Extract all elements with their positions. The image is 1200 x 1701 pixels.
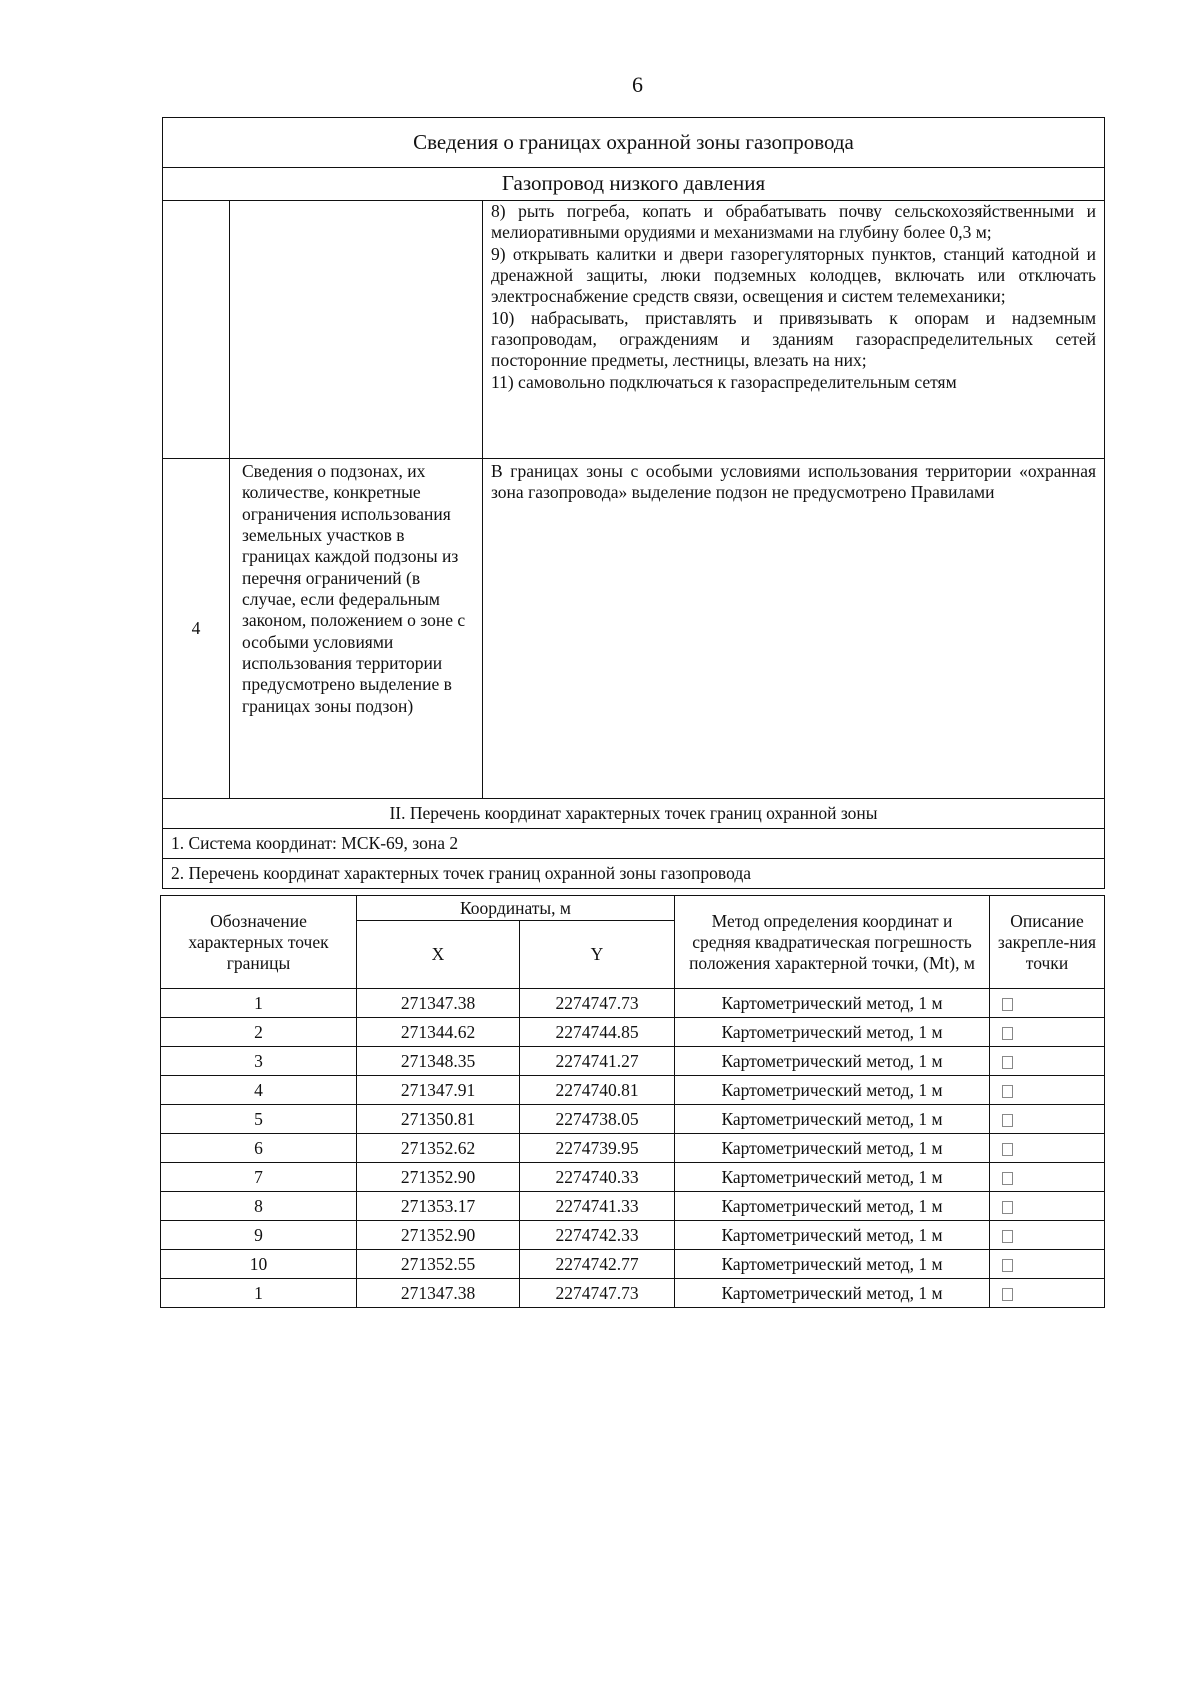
empty-box-icon bbox=[1002, 1027, 1013, 1040]
description-cell bbox=[990, 1163, 1105, 1192]
coordinates-list-title: 2. Перечень координат характерных точек границ охранной зоны газопровода bbox=[163, 859, 1105, 889]
table-row bbox=[161, 989, 1105, 1018]
restriction-item: 8) рыть погреба, копать и обрабатывать почву сельскохозяйственными и мелиоративными орудиями и механизмами на глубину более 0,3 м; bbox=[491, 201, 1097, 243]
restriction-item: 11) самовольно подключаться к газораспределительным сетям bbox=[491, 371, 957, 392]
y-cell: 2274741.33 bbox=[520, 1192, 675, 1221]
y-cell: 2274740.81 bbox=[520, 1076, 675, 1105]
header-description: Описание закрепле-ния точки bbox=[990, 896, 1105, 989]
point-cell: 6 bbox=[161, 1134, 357, 1163]
point-cell: 9 bbox=[161, 1221, 357, 1250]
x-cell: 271347.38 bbox=[357, 1279, 520, 1308]
empty-box-icon bbox=[1002, 998, 1013, 1011]
empty-box-icon bbox=[1002, 1114, 1013, 1127]
x-cell: 271353.17 bbox=[357, 1192, 520, 1221]
description-cell bbox=[990, 1279, 1105, 1308]
description-cell bbox=[990, 1221, 1105, 1250]
coordinate-system: 1. Система координат: МСК-69, зона 2 bbox=[163, 829, 1105, 859]
x-cell: 271348.35 bbox=[357, 1047, 520, 1076]
description-cell bbox=[990, 989, 1105, 1018]
point-cell: 10 bbox=[161, 1250, 357, 1279]
method-cell: Картометрический метод, 1 м bbox=[675, 1105, 990, 1134]
table-row bbox=[161, 1018, 1105, 1047]
x-cell: 271352.90 bbox=[357, 1221, 520, 1250]
table-subtitle: Газопровод низкого давления bbox=[163, 168, 1105, 201]
y-cell: 2274738.05 bbox=[520, 1105, 675, 1134]
empty-box-icon bbox=[1002, 1201, 1013, 1214]
table-row bbox=[161, 1279, 1105, 1308]
y-cell: 2274741.27 bbox=[520, 1047, 675, 1076]
description-cell bbox=[990, 1105, 1105, 1134]
method-cell: Картометрический метод, 1 м bbox=[675, 989, 990, 1018]
table-row bbox=[161, 1192, 1105, 1221]
x-cell: 271352.55 bbox=[357, 1250, 520, 1279]
header-coords: Координаты, м bbox=[357, 896, 675, 921]
x-cell: 271347.91 bbox=[357, 1076, 520, 1105]
point-cell: 1 bbox=[161, 989, 357, 1018]
method-cell: Картометрический метод, 1 м bbox=[675, 1221, 990, 1250]
method-cell: Картометрический метод, 1 м bbox=[675, 1250, 990, 1279]
header-y: Y bbox=[520, 921, 675, 989]
description-cell bbox=[990, 1018, 1105, 1047]
table-row bbox=[161, 1076, 1105, 1105]
header-method: Метод определения координат и средняя квадратическая погрешность положения характерной точки, (Mt), м bbox=[675, 896, 990, 989]
point-cell: 8 bbox=[161, 1192, 357, 1221]
restrictions-list bbox=[483, 201, 1105, 459]
y-cell: 2274747.73 bbox=[520, 1279, 675, 1308]
coordinates-table bbox=[160, 895, 1105, 1308]
empty-box-icon bbox=[1002, 1085, 1013, 1098]
header-x: X bbox=[357, 921, 520, 989]
x-cell: 271347.38 bbox=[357, 989, 520, 1018]
table-title: Сведения о границах охранной зоны газопровода bbox=[163, 118, 1105, 168]
description-cell bbox=[990, 1134, 1105, 1163]
page-number: 6 bbox=[632, 72, 643, 97]
table-row bbox=[161, 1163, 1105, 1192]
description-cell bbox=[990, 1047, 1105, 1076]
y-cell: 2274742.77 bbox=[520, 1250, 675, 1279]
empty-box-icon bbox=[1002, 1056, 1013, 1069]
x-cell: 271350.81 bbox=[357, 1105, 520, 1134]
empty-box-icon bbox=[1002, 1259, 1013, 1272]
y-cell: 2274742.33 bbox=[520, 1221, 675, 1250]
y-cell: 2274739.95 bbox=[520, 1134, 675, 1163]
method-cell: Картометрический метод, 1 м bbox=[675, 1047, 990, 1076]
x-cell: 271352.62 bbox=[357, 1134, 520, 1163]
method-cell: Картометрический метод, 1 м bbox=[675, 1163, 990, 1192]
empty-box-icon bbox=[1002, 1288, 1013, 1301]
header-point: Обозначение характерных точек границы bbox=[161, 896, 357, 989]
x-cell: 271352.90 bbox=[357, 1163, 520, 1192]
point-cell: 3 bbox=[161, 1047, 357, 1076]
point-cell: 7 bbox=[161, 1163, 357, 1192]
description-cell bbox=[990, 1076, 1105, 1105]
empty-box-icon bbox=[1002, 1172, 1013, 1185]
zone-info-table bbox=[162, 117, 1105, 889]
subzones-text: В границах зоны с особыми условиями использования территории «охранная зона газопровода» выделение подзон не предусмотрено Правилами bbox=[483, 459, 1105, 799]
method-cell: Картометрический метод, 1 м bbox=[675, 1018, 990, 1047]
table-row bbox=[161, 1250, 1105, 1279]
empty-box-icon bbox=[1002, 1143, 1013, 1156]
method-cell: Картометрический метод, 1 м bbox=[675, 1279, 990, 1308]
point-cell: 2 bbox=[161, 1018, 357, 1047]
y-cell: 2274744.85 bbox=[520, 1018, 675, 1047]
table-row bbox=[161, 1134, 1105, 1163]
table-row bbox=[161, 1105, 1105, 1134]
y-cell: 2274747.73 bbox=[520, 989, 675, 1018]
subzones-label: Сведения о подзонах, их количестве, конкретные ограничения использования земельных участков в границах каждой подзоны из перечня ограничений (в случае, если федеральным законом, положением о зоне с особыми условиями использования территории предусмотрено выделение в границах зоны подзон) bbox=[230, 459, 483, 799]
method-cell: Картометрический метод, 1 м bbox=[675, 1192, 990, 1221]
table-row bbox=[161, 1221, 1105, 1250]
description-cell bbox=[990, 1250, 1105, 1279]
table-row bbox=[161, 1047, 1105, 1076]
method-cell: Картометрический метод, 1 м bbox=[675, 1134, 990, 1163]
y-cell: 2274740.33 bbox=[520, 1163, 675, 1192]
point-cell: 1 bbox=[161, 1279, 357, 1308]
empty-box-icon bbox=[1002, 1230, 1013, 1243]
row-number: 4 bbox=[163, 459, 230, 799]
x-cell: 271344.62 bbox=[357, 1018, 520, 1047]
coordinates-rows bbox=[161, 989, 1105, 1308]
restrictions-label-cell bbox=[230, 201, 483, 459]
point-cell: 5 bbox=[161, 1105, 357, 1134]
method-cell: Картометрический метод, 1 м bbox=[675, 1076, 990, 1105]
restriction-item: 9) открывать калитки и двери газорегуляторных пунктов, станций катодной и дренажной защиты, люки подземных колодцев, включать или отключать электроснабжение средств связи, освещения и систем телемеханики; bbox=[491, 243, 1097, 307]
description-cell bbox=[990, 1192, 1105, 1221]
point-cell: 4 bbox=[161, 1076, 357, 1105]
section-title: II. Перечень координат характерных точек границ охранной зоны bbox=[163, 799, 1105, 829]
restrictions-number-cell bbox=[163, 201, 230, 459]
restriction-item: 10) набрасывать, приставлять и привязывать к опорам и надземным газопроводам, ограждениям и зданиям газораспределительных сетей посторонние предметы, лестницы, влезать на них; bbox=[491, 307, 1097, 371]
